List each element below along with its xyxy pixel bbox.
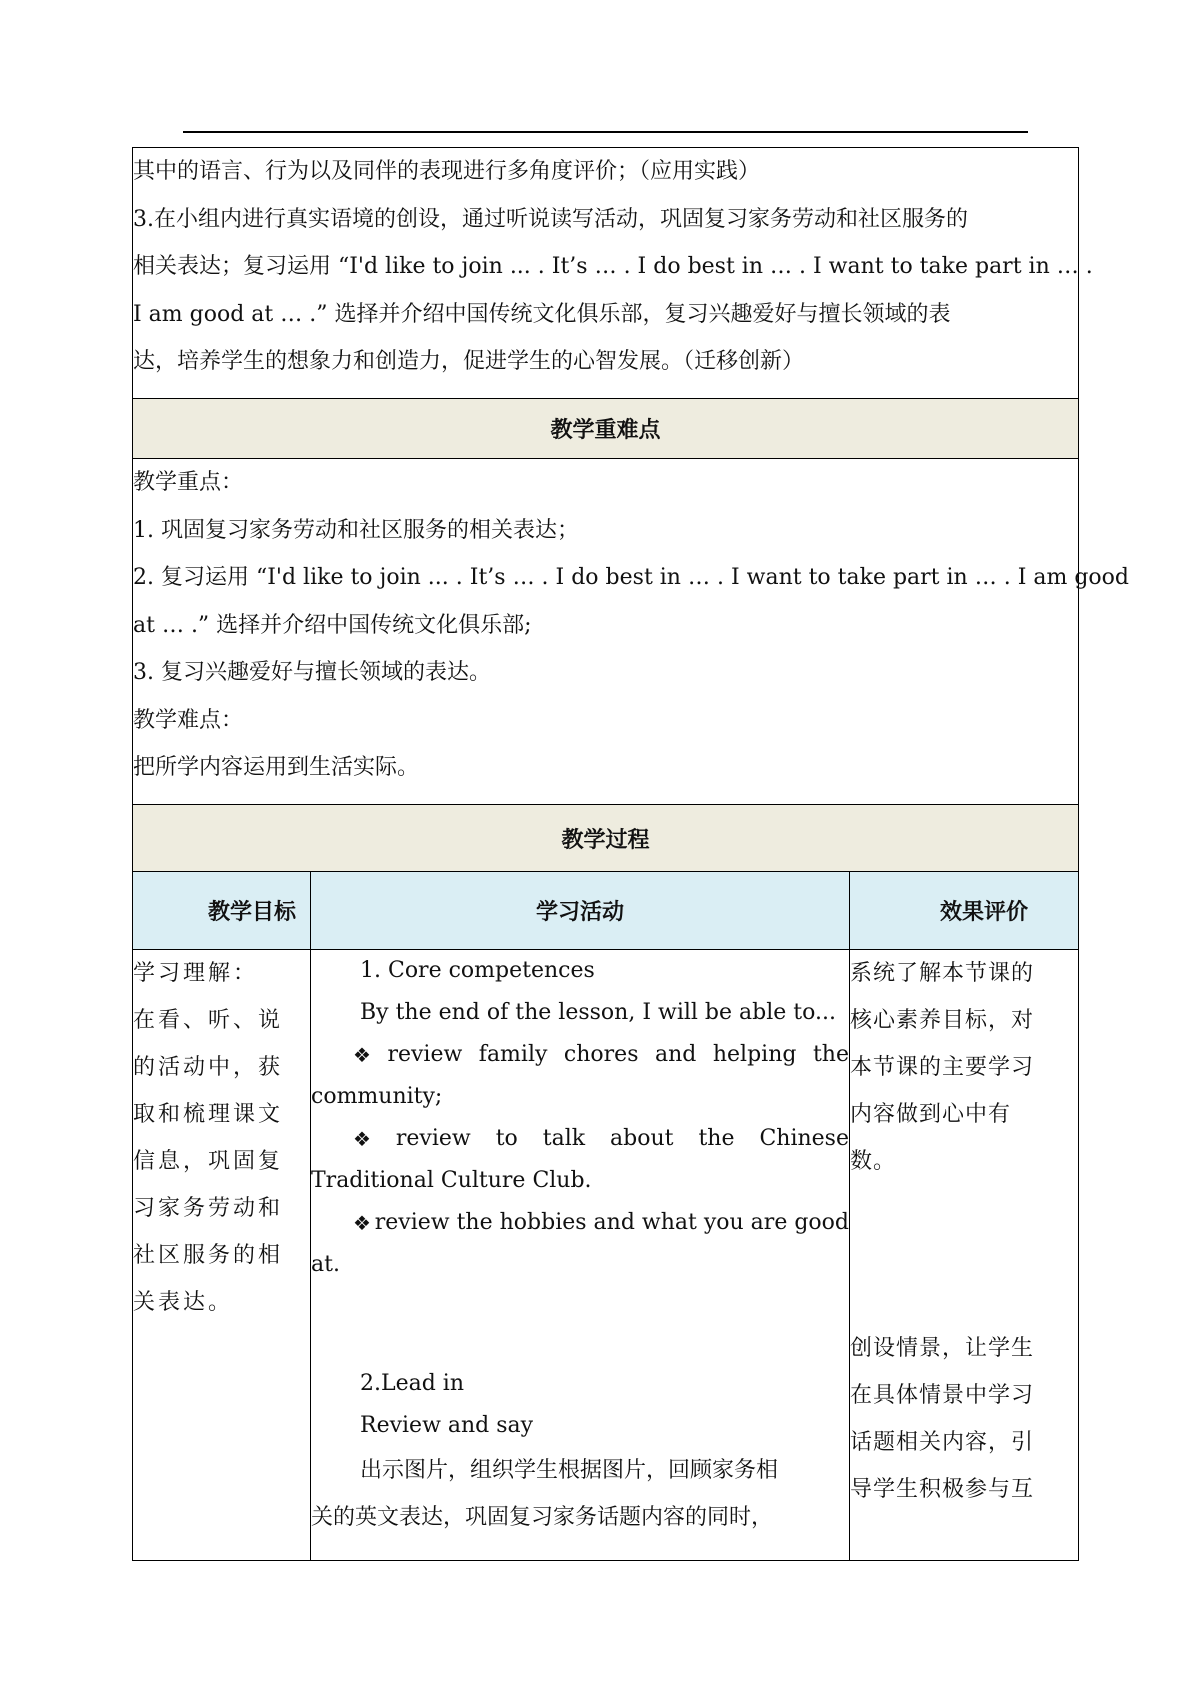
activity-text: 出示图片，组织学生根据图片，回顾家务相 bbox=[360, 1458, 779, 1483]
column-header-row bbox=[133, 872, 1079, 950]
goal-line: 关表达。 bbox=[133, 1290, 234, 1315]
goal-line: 学习理解： bbox=[133, 961, 259, 986]
goal-line: 习家务劳动和 bbox=[133, 1196, 284, 1221]
eval-line: 在具体情景中学习 bbox=[850, 1383, 1035, 1408]
key-points-heading: 教学重难点 bbox=[133, 399, 1079, 459]
key-point-line: 教学难点： bbox=[133, 707, 244, 733]
header-rule bbox=[183, 131, 1028, 133]
eval-line: 核心素养目标，对 bbox=[850, 1008, 1035, 1033]
objectives-row bbox=[133, 148, 1079, 399]
diamond-bullet-icon: ❖ bbox=[353, 1043, 371, 1067]
goal-line: 取和梳理课文 bbox=[133, 1102, 284, 1127]
key-point-line: 3. 复习兴趣爱好与擅长领域的表达。 bbox=[133, 660, 491, 685]
evaluation-cell bbox=[850, 950, 1079, 1561]
goal-line: 信息，巩固复 bbox=[133, 1149, 284, 1174]
activity-subtitle: Review and say bbox=[360, 1413, 534, 1438]
key-point-line: 1. 巩固复习家务劳动和社区服务的相关表达； bbox=[133, 517, 579, 543]
column-header-evaluation: 效果评价 bbox=[850, 872, 1079, 950]
objectives-line: I am good at … .” 选择并介绍中国传统文化俱乐部，复习兴趣爱好与擅长领域的表 bbox=[133, 301, 951, 327]
key-points-row bbox=[133, 459, 1079, 805]
bullet-continuation: at. bbox=[311, 1252, 340, 1277]
bullet-item: ❖ review family chores and helping the bbox=[311, 1034, 849, 1076]
eval-line: 本节课的主要学习 bbox=[850, 1055, 1035, 1080]
spacer bbox=[311, 1286, 849, 1363]
objectives-line: 其中的语言、行为以及同伴的表现进行多角度评价；（应用实践） bbox=[133, 159, 761, 184]
process-heading: 教学过程 bbox=[133, 805, 1079, 872]
eval-line: 话题相关内容，引 bbox=[850, 1430, 1035, 1455]
eval-line: 系统了解本节课的 bbox=[850, 961, 1035, 986]
diamond-bullet-icon: ❖ bbox=[353, 1211, 371, 1235]
eval-line: 数。 bbox=[850, 1149, 897, 1174]
key-points-cell bbox=[133, 459, 1130, 805]
activity-title: 1. Core competences bbox=[360, 958, 595, 983]
bullet-item: ❖ review the hobbies and what you are good bbox=[311, 1202, 849, 1244]
goal-line: 社区服务的相 bbox=[133, 1243, 284, 1268]
bullet-continuation: Traditional Culture Club. bbox=[311, 1168, 592, 1193]
activity-intro: By the end of the lesson, I will be able to... bbox=[360, 1000, 836, 1025]
key-point-line: 把所学内容运用到生活实际。 bbox=[133, 755, 420, 780]
bullet-continuation: community; bbox=[311, 1084, 443, 1109]
objectives-line: 达，培养学生的想象力和创造力，促进学生的心智发展。（迁移创新） bbox=[133, 349, 805, 374]
spacer bbox=[850, 1185, 1078, 1325]
goal-line: 在看、听、说 bbox=[133, 1008, 284, 1033]
activity-text: 关的英文表达，巩固复习家务话题内容的同时， bbox=[311, 1505, 774, 1530]
process-header-row bbox=[133, 805, 1079, 872]
key-point-line: 2. 复习运用 “I'd like to join ... . It’s … . I do best in … . I want to take part in … . I am good bbox=[133, 565, 1130, 590]
key-point-line: 教学重点： bbox=[133, 470, 244, 495]
key-point-line: at … .” 选择并介绍中国传统文化俱乐部; bbox=[133, 612, 532, 638]
eval-line: 内容做到心中有 bbox=[850, 1102, 1012, 1127]
diamond-bullet-icon: ❖ bbox=[353, 1127, 371, 1151]
activity-title: 2.Lead in bbox=[360, 1371, 465, 1396]
objectives-line: 3.在小组内进行真实语境的创设，通过听说读写活动，巩固复习家务劳动和社区服务的 bbox=[133, 206, 968, 232]
eval-line: 导学生积极参与互 bbox=[850, 1477, 1035, 1502]
process-body-row bbox=[133, 950, 1079, 1561]
goal-line: 的活动中，获 bbox=[133, 1055, 284, 1080]
goals-cell bbox=[133, 950, 311, 1561]
key-points-header-row bbox=[133, 399, 1079, 459]
objectives-line: 相关表达；复习运用 “I'd like to join ... . It’s … . I do best in … . I want to take part in … . bbox=[133, 254, 1093, 279]
bullet-item: ❖ review to talk about the Chinese bbox=[311, 1118, 849, 1160]
column-header-goals: 教学目标 bbox=[133, 872, 311, 950]
lesson-plan-table bbox=[132, 147, 1130, 1561]
eval-line: 创设情景，让学生 bbox=[850, 1336, 1035, 1361]
activities-cell bbox=[311, 950, 850, 1561]
column-header-activities: 学习活动 bbox=[311, 872, 850, 950]
objectives-cell bbox=[133, 148, 1093, 399]
